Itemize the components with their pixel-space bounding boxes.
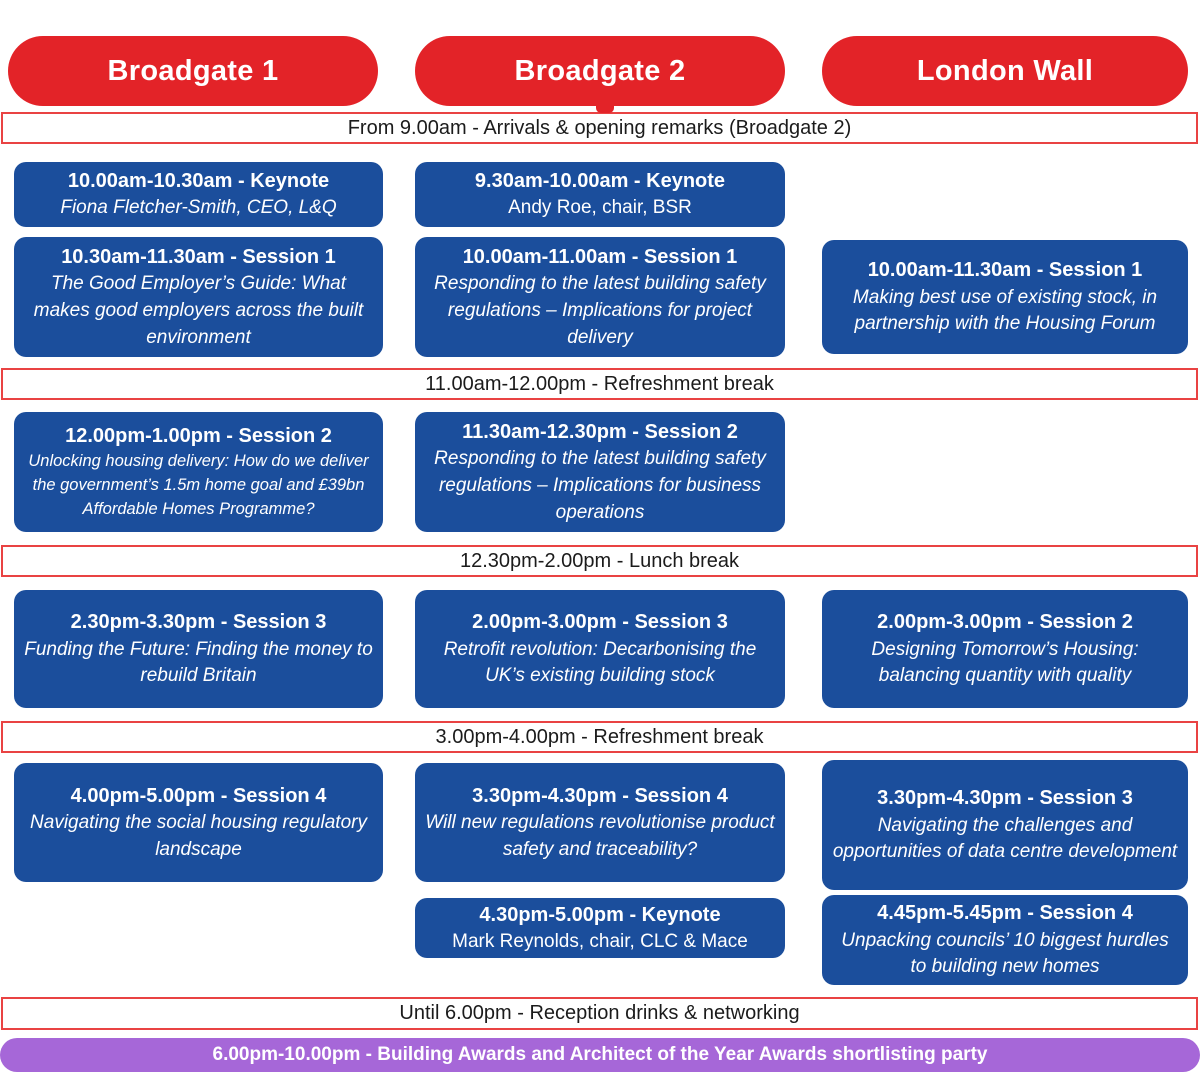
- session-time-title: 12.00pm-1.00pm - Session 2: [65, 424, 332, 447]
- session-time-title: 9.30am-10.00am - Keynote: [474, 170, 726, 193]
- session-time-title: 3.30pm-4.30pm - Session 3: [877, 787, 1133, 810]
- session-card-b1-keynote: [14, 162, 383, 227]
- session-topic: Navigating the social housing regulatory landscape: [30, 812, 367, 860]
- session-topic: Retrofit revolution: Decarbonising the UK’s existing building stock: [443, 638, 757, 687]
- arrivals-bar: [1, 112, 1198, 144]
- reception-bar: [1, 997, 1198, 1030]
- session-time-title: 2.00pm-3.00pm - Session 3: [472, 611, 728, 634]
- session-time-title: 4.00pm-5.00pm - Session 4: [70, 784, 327, 807]
- arrivals-text: From 9.00am - Arrivals & opening remarks (Broadgate 2): [347, 116, 852, 139]
- break-text: 11.00am-12.00pm - Refreshment break: [425, 372, 774, 395]
- session-time-title: 10.00am-11.00am - Session 1: [462, 245, 738, 268]
- track-header-broadgate-2: [415, 36, 785, 106]
- session-time-title: 3.30pm-4.30pm - Session 4: [472, 784, 728, 807]
- session-card-b2-keynote-pm: [415, 898, 785, 958]
- refreshment-break-2-bar: [1, 721, 1198, 753]
- session-time-title: 10.00am-11.30am - Session 1: [867, 259, 1143, 282]
- break-text: 3.00pm-4.00pm - Refreshment break: [435, 725, 764, 748]
- lunch-break-bar: [1, 545, 1198, 577]
- session-time-title: 10.30am-11.30am - Session 1: [61, 245, 336, 268]
- track-header-broadgate-1: [8, 36, 378, 106]
- session-card-b1-session2: [14, 412, 383, 532]
- track-label: London Wall: [916, 54, 1094, 87]
- session-card-lw-session4: [822, 895, 1188, 985]
- session-card-b2-session2: [415, 412, 785, 532]
- reception-text: Until 6.00pm - Reception drinks & networking: [399, 1002, 800, 1024]
- awards-party-bar: [0, 1038, 1200, 1072]
- session-time-title: 4.30pm-5.00pm - Keynote: [479, 903, 721, 926]
- session-card-lw-session1: [822, 240, 1188, 354]
- session-topic: Unpacking councils’ 10 biggest hurdles to building new homes: [841, 929, 1169, 978]
- session-time-title: 11.30am-12.30pm - Session 2: [462, 420, 738, 443]
- session-card-b2-session1: [415, 237, 785, 357]
- session-topic: Making best use of existing stock, in partnership with the Housing Forum: [852, 286, 1158, 335]
- session-topic: Navigating the challenges and opportunities of data centre development: [832, 814, 1178, 863]
- session-card-b1-session1: [14, 237, 383, 357]
- session-topic: Responding to the latest building safety regulations – Implications for business operations: [434, 448, 766, 523]
- session-card-b2-keynote-am: [415, 162, 785, 227]
- session-time-title: 2.00pm-3.00pm - Session 2: [877, 611, 1133, 634]
- session-card-b2-session4: [415, 763, 785, 882]
- session-topic: Will new regulations revolutionise product safety and traceability?: [425, 812, 775, 860]
- session-time-title: 4.45pm-5.45pm - Session 4: [877, 902, 1133, 925]
- session-time-title: 10.00am-10.30am - Keynote: [67, 170, 330, 193]
- session-speaker: Mark Reynolds, chair, CLC & Mace: [452, 930, 748, 952]
- session-speaker: Fiona Fletcher-Smith, CEO, L&Q: [60, 197, 337, 219]
- track-label: Broadgate 1: [107, 54, 279, 87]
- break-text: 12.30pm-2.00pm - Lunch break: [459, 549, 740, 572]
- session-topic: The Good Employer’s Guide: What makes good employers across the built environment: [33, 273, 364, 348]
- track-header-london-wall: [822, 36, 1188, 106]
- track-label: Broadgate 2: [514, 54, 686, 87]
- session-topic: Unlocking housing delivery: How do we deliver the government’s 1.5m home goal and £39bn Affordable Homes Programme?: [28, 452, 369, 519]
- awards-party-text: 6.00pm-10.00pm - Building Awards and Architect of the Year Awards shortlisting party: [212, 1044, 988, 1065]
- session-time-title: 2.30pm-3.30pm - Session 3: [70, 611, 327, 634]
- session-card-lw-session2: [822, 590, 1188, 708]
- session-card-b2-session3: [415, 590, 785, 708]
- session-topic: Designing Tomorrow’s Housing: balancing quantity with quality: [871, 638, 1139, 687]
- session-card-b1-session4: [14, 763, 383, 882]
- session-card-b1-session3: [14, 590, 383, 708]
- session-card-lw-session3: [822, 760, 1188, 890]
- session-speaker: Andy Roe, chair, BSR: [508, 197, 692, 219]
- session-topic: Funding the Future: Finding the money to rebuild Britain: [24, 638, 373, 687]
- refreshment-break-1-bar: [1, 368, 1198, 400]
- session-topic: Responding to the latest building safety regulations – Implications for project delivery: [434, 273, 766, 348]
